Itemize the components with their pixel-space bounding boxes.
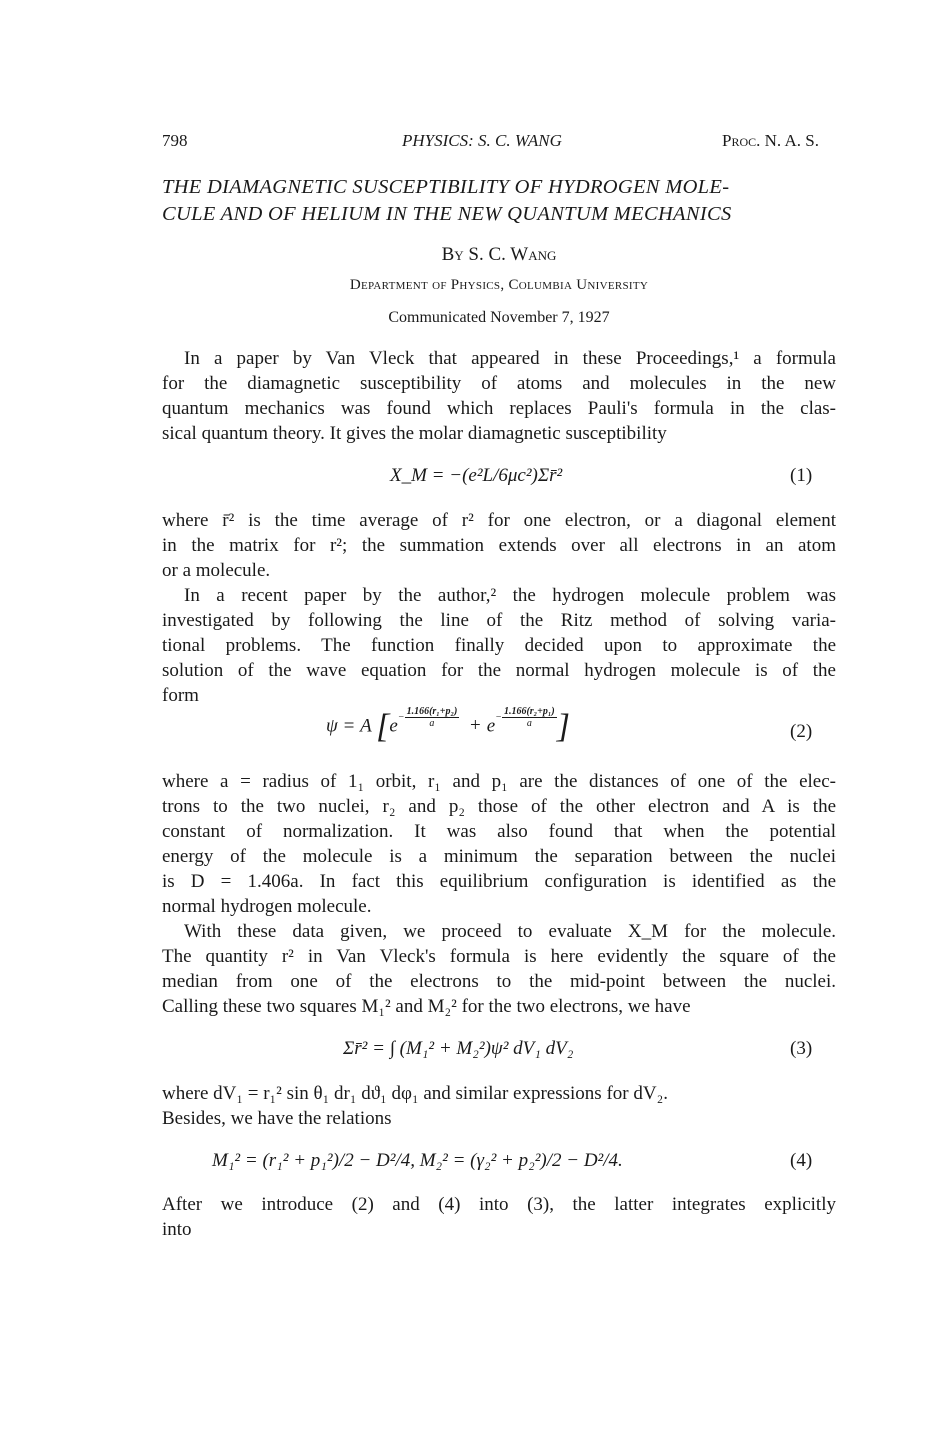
text-line: into: [162, 1219, 192, 1240]
text-line: or a molecule.: [162, 560, 271, 581]
page-number: 798: [162, 131, 188, 150]
text-line: The quantity r² in Van Vleck's formula is here evidently the square of the: [162, 946, 836, 967]
title-line-1: THE DIAMAGNETIC SUSCEPTIBILITY OF HYDROGEN MOLE-: [162, 176, 730, 198]
right-bracket: ]: [556, 708, 570, 745]
text-line: where a = radius of 1₁ orbit, r₁ and p₁ are the distances of one of the elec-: [162, 771, 836, 792]
text-line: quantum mechanics was found which replaces Pauli's formula in the clas-: [162, 398, 836, 419]
text-line: energy of the molecule is a minimum the separation between the nuclei: [162, 846, 836, 867]
article-title: [162, 174, 842, 227]
paragraph-5: [162, 919, 836, 1019]
text-line: for the diamagnetic susceptibility of atoms and molecules in the new: [162, 373, 836, 394]
paragraph-1: [162, 346, 836, 446]
equation-1: X_M = −(e²L/6μc²)Σr̄²: [390, 465, 563, 486]
text-line: With these data given, we proceed to evaluate X_M for the molecule.: [184, 921, 836, 942]
paragraph-4: [162, 769, 836, 919]
equation-2: ψ = A [$e^{- \frac{\text{1.166(r₁+p₂)}}{a}}$ + $e^{- \frac{\text{1.166(r₂+p₁)}}{a}}$ ]: [326, 706, 570, 745]
equation-1-number: (1): [790, 465, 813, 486]
text-line: normal hydrogen molecule.: [162, 896, 372, 917]
paragraph-6: [162, 1081, 836, 1131]
equation-3: Σr̄² = ∫ (M₁² + M₂²)ψ² dV₁ dV₂: [343, 1038, 574, 1059]
text-line: trons to the two nuclei, r₂ and p₂ those of the other electron and A is the: [162, 796, 836, 817]
text-line: median from one of the electrons to the mid-point between the nuclei.: [162, 971, 836, 992]
text-line: constant of normalization. It was also found that when the potential: [162, 821, 836, 842]
exponent-2: $\frac{\text{1.166(r₂+p₁)}}{a}$: [503, 706, 555, 730]
text-line: in the matrix for r²; the summation extends over all electrons in an atom: [162, 535, 836, 556]
equation-4: M₁² = (r₁² + p₁²)/2 − D²/4, M₂² = (γ₂² + p₂²)/2 − D²/4.: [212, 1150, 623, 1171]
affiliation: Department of Physics, Columbia University: [349, 277, 649, 293]
text-line: Besides, we have the relations: [162, 1108, 392, 1129]
byline: By S. C. Wang: [441, 244, 557, 265]
paragraph-2: [162, 508, 836, 583]
text-line: Calling these two squares M₁² and M₂² for the two electrons, we have: [162, 996, 691, 1017]
text-line: sical quantum theory. It gives the molar diamagnetic susceptibility: [162, 423, 667, 444]
text-line: After we introduce (2) and (4) into (3), the latter integrates explicitly: [162, 1194, 836, 1215]
text-line: where r̄² is the time average of r² for one electron, or a diagonal element: [162, 510, 836, 531]
journal-abbrev: Proc. N. A. S.: [722, 131, 819, 150]
text-line: where dV₁ = r₁² sin θ₁ dr₁ dϑ₁ dφ₁ and similar expressions for dV₂.: [162, 1083, 668, 1104]
eq2-lhs: ψ = A: [326, 715, 372, 737]
paragraph-3: [162, 583, 836, 708]
communicated-date: Communicated November 7, 1927: [388, 309, 610, 326]
left-bracket: [: [376, 708, 390, 745]
title-line-2: CULE AND OF HELIUM IN THE NEW QUANTUM MECHANICS: [162, 203, 732, 225]
text-line: form: [162, 685, 199, 706]
equation-2-number: (2): [790, 721, 813, 742]
running-title: PHYSICS: S. C. WANG: [402, 131, 562, 150]
exponent-1: $\frac{\text{1.166(r₁+p₂)}}{a}$: [406, 706, 458, 730]
text-line: tional problems. The function finally decided upon to approximate the: [162, 635, 836, 656]
text-line: In a paper by Van Vleck that appeared in these Proceedings,¹ a formula: [184, 348, 836, 369]
paragraph-7: [162, 1192, 836, 1242]
text-line: is D = 1.406a. In fact this equilibrium configuration is identified as the: [162, 871, 836, 892]
text-line: In a recent paper by the author,² the hydrogen molecule problem was: [184, 585, 836, 606]
equation-3-number: (3): [790, 1038, 813, 1059]
text-line: investigated by following the line of the Ritz method of solving varia-: [162, 610, 836, 631]
equation-4-number: (4): [790, 1150, 813, 1171]
text-line: solution of the wave equation for the normal hydrogen molecule is of the: [162, 660, 836, 681]
